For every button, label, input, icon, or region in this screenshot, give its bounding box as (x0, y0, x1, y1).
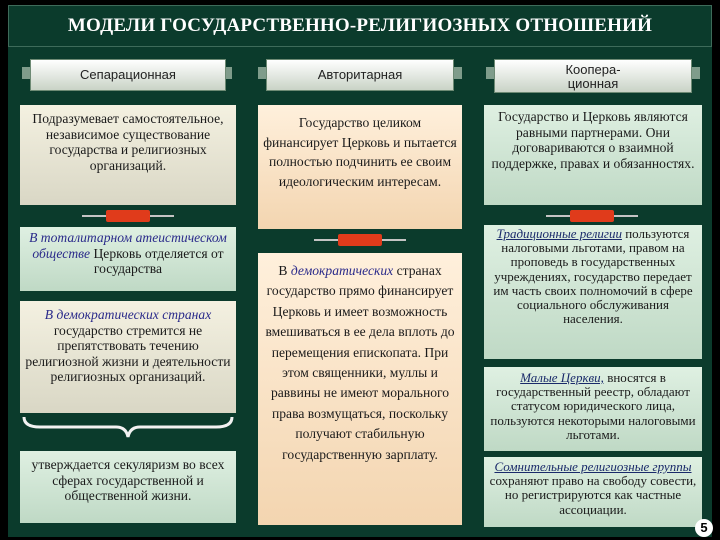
left-box-secularism (20, 451, 236, 523)
separator-mark (570, 210, 614, 222)
right-box-traditional-italic: Традиционные религии (496, 226, 622, 241)
right-box-small-churches (484, 367, 702, 451)
middle-box-democratic-text: странах государство прямо финансирует Церковь и имеет возможность вмешиваться в ее дела вплоть до перемещения епископата. При этом священники, муллы и раввины не имеют морального права возмущаться, поскольку получают стабильную государственную зарплату. (265, 263, 455, 462)
left-box-secularism-text: утверждается секуляризм во всех сферах государственной и общественной жизни. (31, 457, 225, 503)
middle-box-democratic-prefix: В (278, 263, 288, 278)
left-box-totalitarian (20, 227, 236, 291)
header-cooperative-line1: Коопера- (565, 62, 621, 77)
column-separation (8, 47, 246, 537)
left-box-democratic-text: государство стремится не препятствовать течению религиозной жизни и деятельности религиозных организаций. (25, 322, 231, 384)
separator-mark (338, 234, 382, 246)
column-authoritarian (246, 47, 474, 537)
header-separation-label: Сепарационная (80, 67, 176, 82)
separator-middle (258, 229, 462, 251)
right-box-doubtful-groups-text: сохраняют право на свободу совести, но регистрируются как частные ассоциации. (489, 473, 697, 517)
middle-box-democratic (258, 253, 462, 525)
left-box-democratic-italic: В демократических странах (44, 307, 212, 322)
middle-box-full-funding-text: Государство целиком финансирует Церковь и пытается полностью подчинить ее своим идеологическим интересам. (263, 115, 457, 189)
separator-mark (106, 210, 150, 222)
title-bar (8, 5, 712, 47)
header-authoritarian-label: Авторитарная (317, 67, 403, 82)
header-cooperative (494, 59, 692, 93)
right-box-partnership-text: Государство и Церковь являются равными партнерами. Они договариваются о взаимной поддержке, правах и обязанностях. (491, 109, 695, 171)
right-box-doubtful-groups (484, 457, 702, 527)
left-box-definition-text: Подразумевает самостоятельное, независимое существование государства и религиозных организаций. (32, 111, 224, 173)
left-box-definition (20, 105, 236, 205)
right-box-small-churches-text: вносятся в государственный реестр, обладают статусом юридического лица, пользуются некоторыми налоговыми льготами. (490, 370, 696, 442)
header-authoritarian (266, 59, 454, 91)
right-box-traditional (484, 225, 702, 359)
column-cooperative (474, 47, 712, 537)
right-box-doubtful-groups-italic: Сомнительные религиозные группы (494, 459, 692, 474)
separator-left-1 (20, 205, 236, 227)
header-separation (30, 59, 226, 91)
left-box-democratic (20, 301, 236, 413)
right-box-traditional-text: пользуются налоговыми льготами, правом на проповедь в государственных учреждениях, государство передает им часть своих полномочий в сфере социального обслуживания населения. (493, 226, 693, 327)
header-cooperative-line2: ционная (567, 76, 619, 91)
separator-right (484, 205, 702, 227)
left-box-totalitarian-italic: В тоталитарном атеистическом обществе (29, 230, 227, 261)
middle-box-democratic-italic: демократических (290, 263, 394, 278)
page-number: 5 (695, 519, 713, 537)
right-box-small-churches-italic: Малые Церкви, (520, 370, 604, 385)
slide-title: МОДЕЛИ ГОСУДАРСТВЕННО-РЕЛИГИОЗНЫХ ОТНОШЕНИЙ (67, 15, 653, 36)
right-box-partnership (484, 105, 702, 205)
middle-box-full-funding (258, 105, 462, 229)
left-box-totalitarian-text: Церковь отделяется от государства (93, 245, 224, 276)
left-brace (20, 413, 236, 439)
